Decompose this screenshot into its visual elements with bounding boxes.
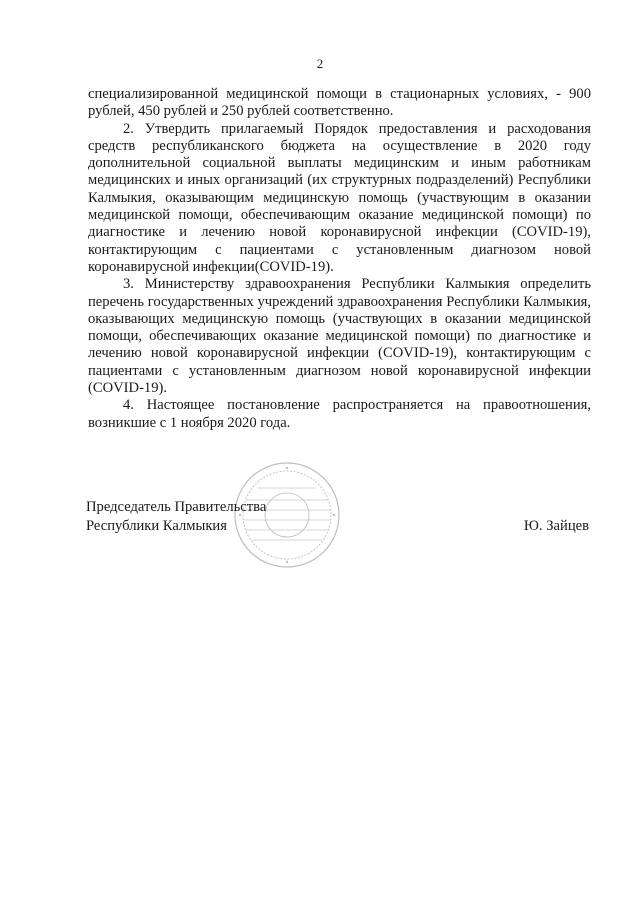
paragraph-2-approve-procedure: 2. Утвердить прилагаемый Порядок предоставления и расходования средств республиканского бюджета на осуществление в 2020 году дополнительной социальной выплаты медицинским и иным работникам медицинских и иных организаций (их структурных подразделений) Республики Калмыкия, оказывающим медицинскую помощь (участвующим в оказании медицинской помощи, обеспечивающим оказание медицинской помощи) по диагностике и лечению новой коронавирусной инфекции (COVID-19), контактирующим с пациентами с установленным диагнозом новой коронавирусной инфекции(COVID-19).: [88, 120, 591, 275]
signature-block: [86, 498, 591, 536]
paragraph-4-effective-date: 4. Настоящее постановление распространяется на правоотношения, возникшие с 1 ноября 2020 года.: [88, 397, 591, 431]
page-number: 2: [316, 56, 324, 71]
signature-line-2: [86, 517, 591, 536]
document-body: [88, 86, 591, 432]
signatory-name: Ю. Зайцев: [523, 518, 589, 534]
signature-line-1: [86, 498, 591, 517]
paragraph-3-ministry-list: 3. Министерству здравоохранения Республики Калмыкия определить перечень государственных учреждений здравоохранения Республики Калмыкия, оказывающих медицинскую помощь (участвующих в оказании медицинской помощи, обеспечивающих оказание медицинской помощи) по диагностике и лечению новой коронавирусной инфекции (COVID-19), контактирующим с пациентами с установленным диагнозом новой коронавирусной инфекции (COVID-19).: [88, 276, 591, 397]
signatory-title-line2: Республики Калмыкия: [86, 518, 227, 534]
paragraph-1-continuation: специализированной медицинской помощи в стационарных условиях, - 900 рублей, 450 рублей и 250 рублей соответственно.: [88, 86, 591, 120]
signatory-title-line1: Председатель Правительства: [86, 499, 267, 515]
